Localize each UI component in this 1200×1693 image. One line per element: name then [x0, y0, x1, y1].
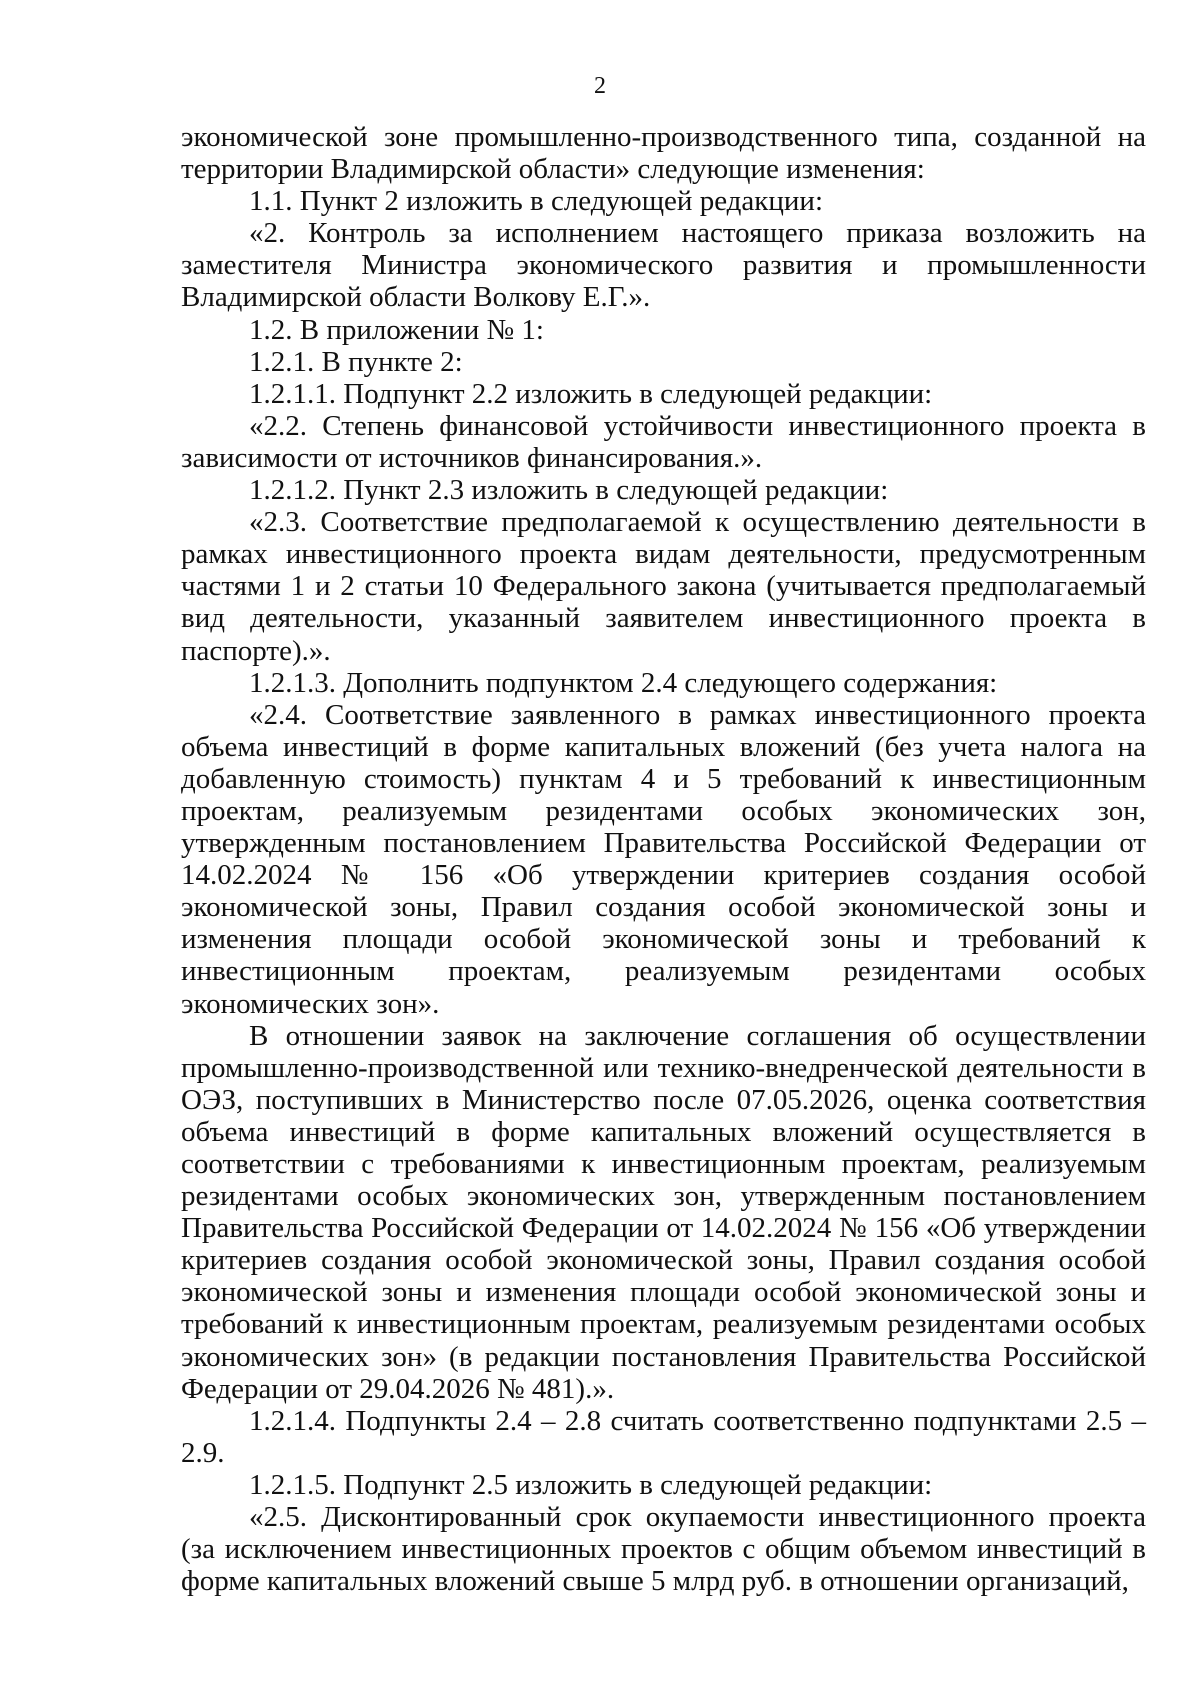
paragraph-15: «2.5. Дисконтированный срок окупаемости инвестиционного проекта (за исключением инвестиционных проектов с общим объемом инвестиций в форме капитальных вложений свыше 5 млрд руб. в отношении организаций, [181, 1501, 1146, 1598]
page-number: 2 [594, 73, 606, 99]
paragraph-10: 1.2.1.3. Дополнить подпунктом 2.4 следующего содержания: [249, 666, 998, 699]
paragraph-8: 1.2.1.2. Пункт 2.3 изложить в следующей редакции: [249, 474, 889, 507]
paragraph-2: 1.1. Пункт 2 изложить в следующей редакции: [249, 185, 824, 218]
paragraph-4: 1.2. В приложении № 1: [249, 313, 544, 346]
document-body [181, 121, 1146, 1597]
paragraph-1: экономической зоне промышленно-производственного типа, созданной на территории Владимирской области» следующие изменения: [181, 121, 1146, 186]
paragraph-5: 1.2.1. В пункте 2: [249, 345, 463, 378]
paragraph-7: «2.2. Степень финансовой устойчивости инвестиционного проекта в зависимости от источников финансирования.». [181, 409, 1146, 474]
paragraph-13: 1.2.1.4. Подпункты 2.4 – 2.8 считать соответственно подпунктами 2.5 – 2.9. [181, 1404, 1146, 1469]
paragraph-3: «2. Контроль за исполнением настоящего приказа возложить на заместителя Министра экономического развития и промышленности Владимирской области Волкову Е.Г.». [181, 217, 1146, 314]
paragraph-14: 1.2.1.5. Подпункт 2.5 изложить в следующей редакции: [249, 1468, 933, 1501]
paragraph-6: 1.2.1.1. Подпункт 2.2 изложить в следующей редакции: [249, 377, 933, 410]
paragraph-11: «2.4. Соответствие заявленного в рамках инвестиционного проекта объема инвестиций в форме капитальных вложений (без учета налога на добавленную стоимость) пунктам 4 и 5 требований к инвестиционным проектам, реализуемым резидентами особых экономических зон, утвержденным постановлением Правительства Российской Федерации от 14.02.2024 № 156 «Об утверждении критериев создания особой экономической зоны, Правил создания особой экономической зоны и изменения площади особой экономической зоны и требований к инвестиционным проектам, реализуемым резидентами особых экономических зон». [181, 698, 1146, 1020]
paragraph-9: «2.3. Соответствие предполагаемой к осуществлению деятельности в рамках инвестиционного проекта видам деятельности, предусмотренным частями 1 и 2 статьи 10 Федерального закона (учитывается предполагаемый вид деятельности, указанный заявителем инвестиционного проекта в паспорте).». [181, 506, 1146, 667]
paragraph-12: В отношении заявок на заключение соглашения об осуществлении промышленно-производственной или технико-внедренческой деятельности в ОЭЗ, поступивших в Министерство после 07.05.2026, оценка соответствия объема инвестиций в форме капитальных вложений осуществляется в соответствии с требованиями к инвестиционным проектам, реализуемым резидентами особых экономических зон, утвержденным постановлением Правительства Российской Федерации от 14.02.2024 № 156 «Об утверждении критериев создания особой экономической зоны, Правил создания особой экономической зоны и изменения площади особой экономической зоны и требований к инвестиционным проектам, реализуемым резидентами особых экономических зон» (в редакции постановления Правительства Российской Федерации от 29.04.2026 № 481).». [181, 1019, 1146, 1405]
